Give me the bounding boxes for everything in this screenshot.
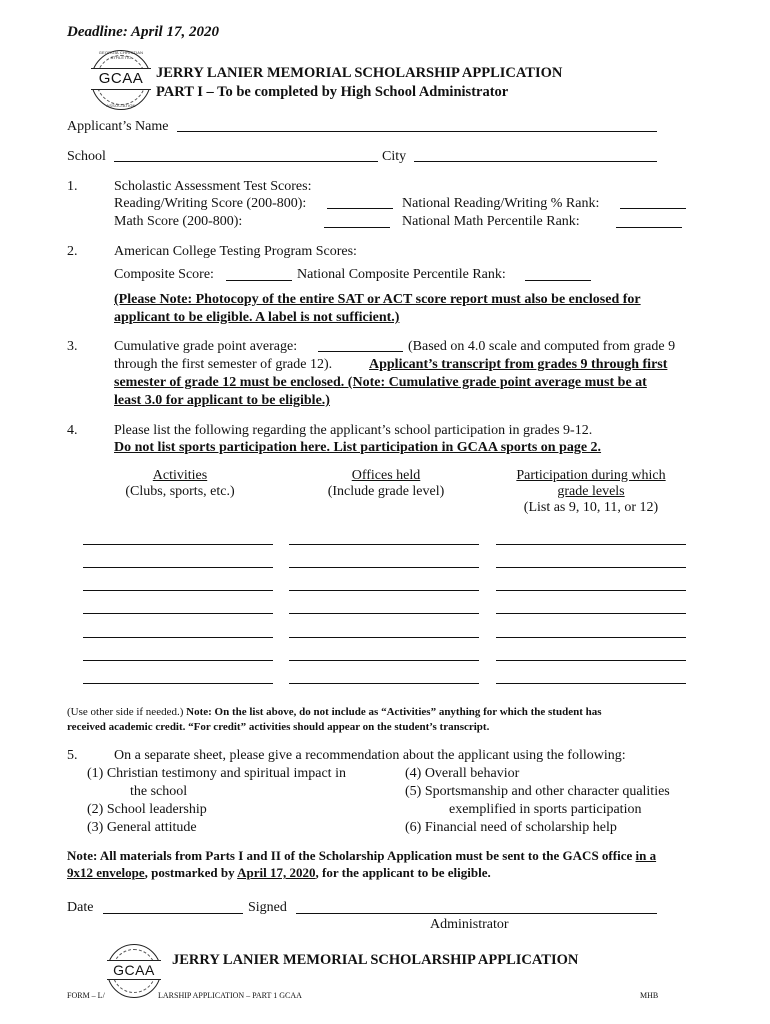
table-row-grades[interactable] xyxy=(496,660,686,661)
q2-note-line1: (Please Note: Photocopy of the entire SAT or ACT score report must also be enclosed for xyxy=(114,292,641,307)
q2-composite-rank-label: National Composite Percentile Rank: xyxy=(297,267,506,282)
use-other-side-line1: Note: On the list above, do not include as “Activities” anything for which the student has xyxy=(186,706,602,718)
col-participation-sub: (List as 9, 10, 11, or 12) xyxy=(523,500,659,515)
table-row-office[interactable] xyxy=(289,590,479,591)
q5-item-4: (4) Overall behavior xyxy=(405,766,520,781)
table-row-activity[interactable] xyxy=(83,683,273,684)
final-note-a: Note: All materials from Parts I and II of the Scholarship Application must be sent to the GACS office xyxy=(67,848,633,863)
q1-math-rank-label: National Math Percentile Rank: xyxy=(402,214,580,229)
q5-item-5: (5) Sportsmanship and other character qualities xyxy=(405,784,670,799)
table-row-office[interactable] xyxy=(289,637,479,638)
school-label: School xyxy=(67,149,106,164)
q2-title: American College Testing Program Scores: xyxy=(114,244,357,259)
applicant-name-field[interactable] xyxy=(177,131,657,132)
city-field[interactable] xyxy=(414,161,657,162)
q1-title: Scholastic Assessment Test Scores: xyxy=(114,179,312,194)
table-row-activity[interactable] xyxy=(83,544,273,545)
final-note-f: , for the applicant to be eligible. xyxy=(315,865,491,880)
use-other-side-lead: (Use other side if needed.) xyxy=(67,706,184,718)
q2-note-line2: applicant to be eligible. A label is not sufficient.) xyxy=(114,310,400,325)
footer-form-right: LARSHIP APPLICATION – PART 1 GCAA xyxy=(158,991,302,1000)
applicant-name-label: Applicant’s Name xyxy=(67,119,169,134)
col-participation-header xyxy=(490,468,692,516)
city-label: City xyxy=(382,149,407,164)
q5-item-1-cont: the school xyxy=(130,784,188,799)
q1-math-rank-field[interactable] xyxy=(616,227,682,228)
final-note-line2 xyxy=(67,865,491,881)
final-note-d: , postmarked by xyxy=(144,865,235,880)
table-row-activity[interactable] xyxy=(83,613,273,614)
table-row-grades[interactable] xyxy=(496,590,686,591)
signature-field[interactable] xyxy=(296,913,657,914)
q4-number: 4. xyxy=(67,423,78,438)
table-row-activity[interactable] xyxy=(83,590,273,591)
q3-line1b: (Based on 4.0 scale and computed from grade 9 xyxy=(408,339,676,354)
q3-line1a: Cumulative grade point average: xyxy=(114,339,298,354)
date-field[interactable] xyxy=(103,913,243,914)
col-offices-header xyxy=(286,468,486,500)
q3-number: 3. xyxy=(67,339,78,354)
q1-number: 1. xyxy=(67,179,78,194)
table-row-grades[interactable] xyxy=(496,683,686,684)
q4-line2: Do not list sports participation here. List participation in GCAA sports on page 2. xyxy=(114,440,602,455)
q2-composite-rank-field[interactable] xyxy=(525,280,591,281)
q2-composite-label: Composite Score: xyxy=(114,267,214,282)
col-activities-sub: (Clubs, sports, etc.) xyxy=(125,484,235,499)
table-row-office[interactable] xyxy=(289,660,479,661)
q1-math-label: Math Score (200-800): xyxy=(114,214,243,229)
col-offices-sub: (Include grade level) xyxy=(327,484,445,499)
q1-reading-rank-label: National Reading/Writing % Rank: xyxy=(402,196,600,211)
q3-line3: semester of grade 12 must be enclosed. (Note: Cumulative grade point average must be at xyxy=(114,375,647,390)
final-note-c: 9x12 envelope xyxy=(67,865,145,880)
table-row-grades[interactable] xyxy=(496,567,686,568)
use-other-side-note xyxy=(67,706,602,718)
form-title: JERRY LANIER MEMORIAL SCHOLARSHIP APPLICATION xyxy=(156,65,563,81)
q5-number: 5. xyxy=(67,748,78,763)
q1-reading-rank-field[interactable] xyxy=(620,208,686,209)
q4-line1: Please list the following regarding the applicant’s school participation in grades 9-12. xyxy=(114,423,593,438)
q1-reading-field[interactable] xyxy=(327,208,393,209)
table-row-activity[interactable] xyxy=(83,567,273,568)
q5-item-2: (2) School leadership xyxy=(87,802,207,817)
table-row-office[interactable] xyxy=(289,567,479,568)
q3-line2b: Applicant’s transcript from grades 9 through first xyxy=(369,357,668,372)
footer-logo-text: GCAA xyxy=(107,960,161,980)
q5-item-5-cont: exemplified in sports participation xyxy=(449,802,642,817)
q5-item-6: (6) Financial need of scholarship help xyxy=(405,820,617,835)
signed-label: Signed xyxy=(248,900,287,915)
logo-ring-bottom: ASSOCIATION xyxy=(106,103,136,108)
logo-text: GCAA xyxy=(91,68,151,90)
table-row-activity[interactable] xyxy=(83,660,273,661)
table-row-grades[interactable] xyxy=(496,613,686,614)
final-note-line1 xyxy=(67,848,656,864)
q3-line2a: through the first semester of grade 12). xyxy=(114,357,333,372)
q5-item-1: (1) Christian testimony and spiritual impact in xyxy=(87,766,346,781)
col-participation-title1: Participation during which xyxy=(516,468,666,483)
q3-gpa-field[interactable] xyxy=(318,351,403,352)
table-row-activity[interactable] xyxy=(83,637,273,638)
final-note-b: in a xyxy=(635,848,657,863)
col-activities-header xyxy=(80,468,280,500)
col-offices-title: Offices held xyxy=(351,468,421,483)
table-row-grades[interactable] xyxy=(496,637,686,638)
table-row-office[interactable] xyxy=(289,613,479,614)
use-other-side-line2: received academic credit. “For credit” activities should appear on the student’s transcript. xyxy=(67,721,490,733)
logo-ring-top: GEORGIA CHRISTIAN ATHLETIC xyxy=(98,50,144,60)
footer-form-left: FORM – L/ xyxy=(67,991,105,1000)
form-subtitle: PART I – To be completed by High School Administrator xyxy=(156,84,509,100)
q2-number: 2. xyxy=(67,244,78,259)
deadline: Deadline: April 17, 2020 xyxy=(67,24,219,40)
q5-intro: On a separate sheet, please give a recommendation about the applicant using the following: xyxy=(114,748,626,763)
q3-line4: least 3.0 for applicant to be eligible.) xyxy=(114,393,330,408)
footer-initials: MHB xyxy=(640,991,659,1000)
q5-item-3: (3) General attitude xyxy=(87,820,197,835)
col-activities-title: Activities xyxy=(152,468,208,483)
school-field[interactable] xyxy=(114,161,378,162)
gcaa-logo xyxy=(91,50,151,110)
q2-composite-field[interactable] xyxy=(226,280,292,281)
col-participation-title2: grade levels xyxy=(557,484,625,499)
table-row-office[interactable] xyxy=(289,683,479,684)
q1-reading-label: Reading/Writing Score (200-800): xyxy=(114,196,307,211)
date-label: Date xyxy=(67,900,94,915)
final-note-e: April 17, 2020 xyxy=(237,865,316,880)
q1-math-field[interactable] xyxy=(324,227,390,228)
gcaa-footer-logo xyxy=(107,944,161,998)
administrator-label: Administrator xyxy=(430,917,509,932)
footer-title: JERRY LANIER MEMORIAL SCHOLARSHIP APPLICATION xyxy=(172,952,579,968)
table-row-grades[interactable] xyxy=(496,544,686,545)
table-row-office[interactable] xyxy=(289,544,479,545)
